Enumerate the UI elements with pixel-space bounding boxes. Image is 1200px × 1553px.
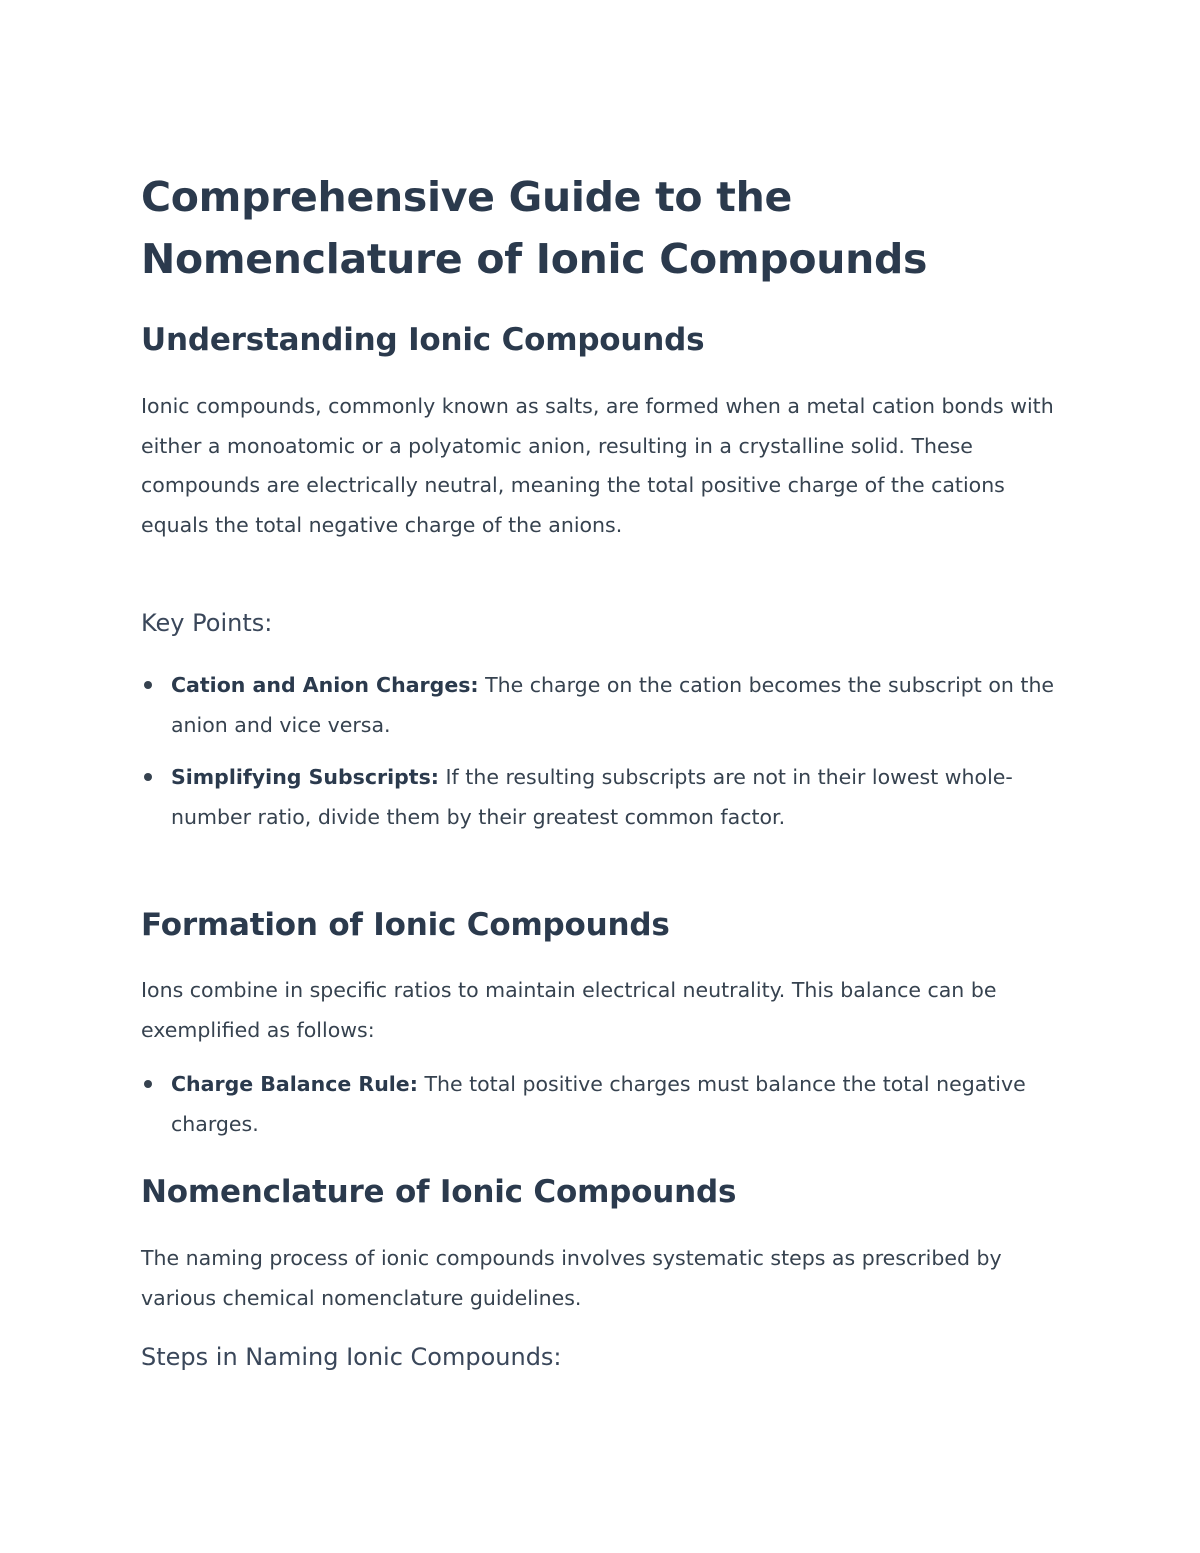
- bullet-dot-icon: [144, 773, 152, 781]
- bullet-term: Simplifying Subscripts:: [171, 765, 439, 789]
- section-paragraph-formation: Ions combine in specific ratios to maintain electrical neutrality. This balance can be exemplified as follows:: [141, 978, 997, 1042]
- bullet-term: Cation and Anion Charges:: [171, 673, 479, 697]
- section-paragraph-understanding: Ionic compounds, commonly known as salts, are formed when a metal cation bonds with either a monoatomic or a polyatomic anion, resulting in a crystalline solid. These compounds are electrically neutral, meaning the total positive charge of the cations equals the total negative charge of the anions.: [141, 394, 1054, 537]
- key-points-list: [141, 665, 1056, 849]
- list-item: [141, 1064, 1056, 1144]
- bullet-text: The charge on the cation becomes the subscript on the anion and vice versa.: [171, 673, 1055, 737]
- list-item: [141, 665, 1056, 745]
- document-title: Comprehensive Guide to the Nomenclature of Ionic Compounds: [141, 173, 928, 283]
- section-paragraph-nomenclature: The naming process of ionic compounds involves systematic steps as prescribed by various chemical nomenclature guidelines.: [141, 1246, 1002, 1310]
- subheading-key-points: Key Points:: [141, 609, 273, 637]
- list-item: [141, 757, 1056, 837]
- bullet-dot-icon: [144, 681, 152, 689]
- bullet-dot-icon: [144, 1080, 152, 1088]
- formation-list: [141, 1064, 1056, 1156]
- section-heading-formation: Formation of Ionic Compounds: [141, 907, 670, 943]
- section-heading-nomenclature: Nomenclature of Ionic Compounds: [141, 1174, 737, 1210]
- subheading-steps: Steps in Naming Ionic Compounds:: [141, 1343, 562, 1371]
- section-heading-understanding: Understanding Ionic Compounds: [141, 322, 705, 358]
- bullet-term: Charge Balance Rule:: [171, 1072, 418, 1096]
- bullet-text: If the resulting subscripts are not in their lowest whole-number ratio, divide them by their greatest common factor.: [171, 765, 1013, 829]
- bullet-text: The total positive charges must balance the total negative charges.: [171, 1072, 1026, 1136]
